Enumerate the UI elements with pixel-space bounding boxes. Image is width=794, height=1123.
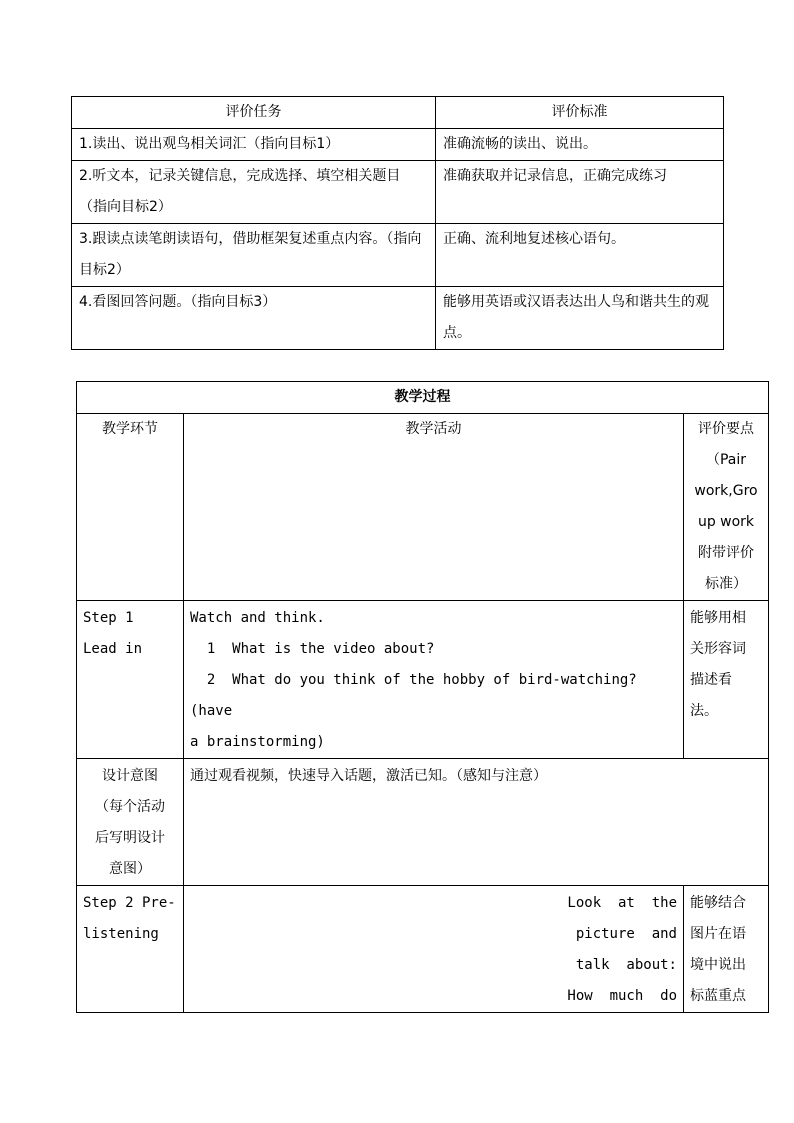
activity-line: 2 What do you think of the hobby of bird-watching? (have (190, 672, 654, 719)
eval-points-line: work,Gro (694, 483, 758, 499)
header-eval-standard: 评价标准 (436, 97, 724, 129)
step2-row (77, 886, 769, 1013)
step1-activity (184, 601, 684, 759)
eval-points-line: up work (697, 514, 755, 530)
step2-eval (684, 886, 769, 1013)
eval-task-cell: 4.看图回答问题。（指向目标3） (72, 287, 436, 350)
eval-standard-cell: 能够用英语或汉语表达出人鸟和谐共生的观点。 (436, 287, 724, 350)
step2-stage-line: Step 2 Pre- (83, 895, 176, 911)
step1-stage-line: Lead in (83, 641, 143, 657)
design-intent-row (77, 759, 769, 886)
eval-line: 法。 (690, 703, 718, 719)
activity-line: picture and (575, 926, 677, 942)
design-intent-text: 通过观看视频，快速导入话题，激活已知。（感知与注意） (184, 759, 769, 886)
header-activity: 教学活动 (184, 414, 684, 601)
teaching-process-table (76, 381, 769, 1013)
step2-stage (77, 886, 184, 1013)
activity-line: How much do (567, 988, 677, 1004)
eval-standard-cell: 准确流畅的读出、说出。 (436, 129, 724, 161)
step1-stage-line: Step 1 (83, 610, 134, 626)
eval-standard-cell: 正确、流利地复述核心语句。 (436, 224, 724, 287)
header-eval-task: 评价任务 (72, 97, 436, 129)
step2-stage-line: listening (83, 926, 159, 942)
eval-task-cell: 2.听文本，记录关键信息，完成选择、填空相关题目（指向目标2） (72, 161, 436, 224)
design-label-line: （每个活动 (95, 799, 165, 815)
eval-line: 关形容词 (690, 641, 746, 657)
evaluation-row (72, 287, 724, 350)
activity-line: talk about: (575, 957, 677, 973)
activity-line: a brainstorming) (190, 734, 325, 750)
activity-line: 1 What is the video about? (190, 641, 435, 657)
design-label-line: 后写明设计 (95, 830, 165, 846)
activity-line: Look at the (567, 895, 677, 911)
eval-line: 描述看 (690, 672, 732, 688)
eval-line: 能够用相 (690, 610, 746, 626)
step1-eval (684, 601, 769, 759)
eval-points-line: 评价要点 (698, 421, 754, 437)
header-eval-points (684, 414, 769, 601)
process-title: 教学过程 (77, 382, 769, 414)
evaluation-table (71, 96, 724, 350)
activity-line: Watch and think. (190, 610, 325, 626)
step1-stage (77, 601, 184, 759)
design-label-line: 设计意图 (102, 768, 158, 784)
eval-points-line: 附带评价 (698, 545, 754, 561)
eval-line: 能够结合 (690, 895, 746, 911)
eval-line: 图片在语 (690, 926, 746, 942)
process-header-row (77, 414, 769, 601)
eval-line: 境中说出 (690, 957, 746, 973)
step1-row (77, 601, 769, 759)
header-stage: 教学环节 (77, 414, 184, 601)
evaluation-row (72, 161, 724, 224)
design-intent-label (77, 759, 184, 886)
design-label-line: 意图） (109, 861, 151, 877)
eval-standard-cell: 准确获取并记录信息，正确完成练习 (436, 161, 724, 224)
evaluation-header-row (72, 97, 724, 129)
eval-line: 标蓝重点 (690, 988, 746, 1004)
eval-task-cell: 3.跟读点读笔朗读语句，借助框架复述重点内容。（指向目标2） (72, 224, 436, 287)
process-title-row (77, 382, 769, 414)
evaluation-row (72, 129, 724, 161)
eval-points-line: 标准） (705, 576, 747, 592)
step2-activity (184, 886, 684, 1013)
eval-points-line: （Pair (705, 452, 747, 468)
evaluation-row (72, 224, 724, 287)
eval-task-cell: 1.读出、说出观鸟相关词汇（指向目标1） (72, 129, 436, 161)
